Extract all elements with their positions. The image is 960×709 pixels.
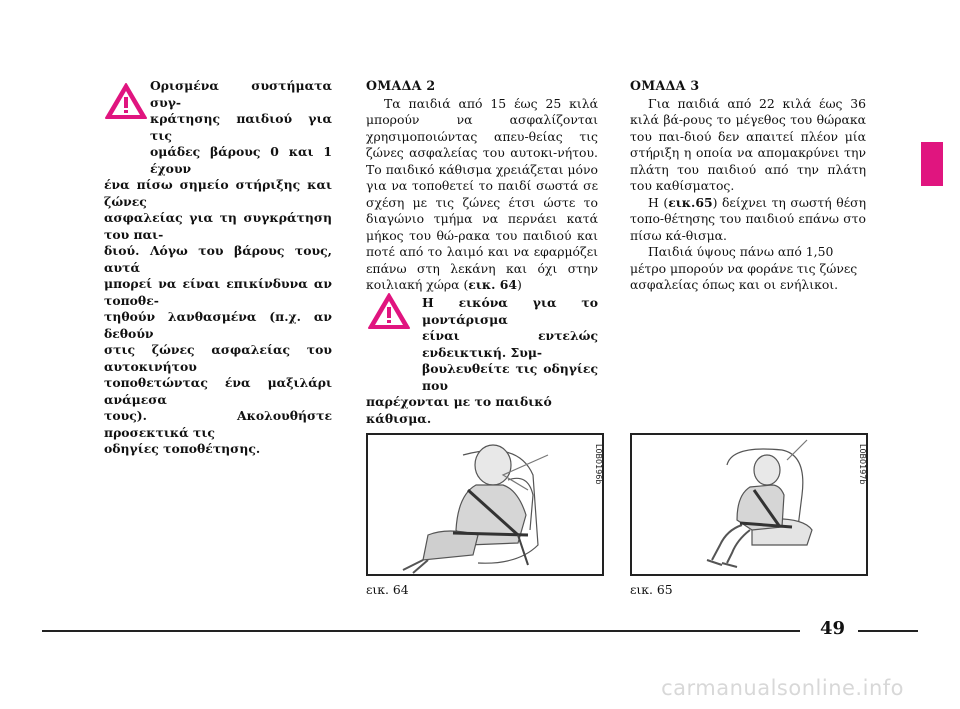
warning-line: ομάδες βάρους 0 και 1 έχουν bbox=[150, 144, 332, 176]
child-rear-seat-illustration bbox=[632, 435, 866, 574]
footer-rule-left bbox=[42, 630, 800, 632]
warning-line: οδηγίες τοποθέτησης. bbox=[104, 441, 261, 456]
figure-64 bbox=[366, 433, 604, 576]
warning-line: βουλευθείτε τις οδηγίες που bbox=[422, 361, 598, 393]
group3-para2-prefix: Η ( bbox=[648, 194, 669, 210]
warning-line: ένα πίσω σημείο στήριξης και ζώνες bbox=[104, 177, 332, 209]
warning-line: στις ζώνες ασφαλείας του αυτοκινήτου bbox=[104, 342, 332, 374]
group3-para2-suffix: ) δείχνει τη σωστή θέση τοπο-θέτησης του παιδιού επάνω στο πίσω κά-θισμα. bbox=[630, 194, 866, 243]
warning-line: Ορισμένα συστήματα συγ- bbox=[150, 78, 332, 110]
page-number: 49 bbox=[820, 618, 846, 639]
warning-line: τηθούν λανθασμένα (π.χ. αν δεθούν bbox=[104, 309, 332, 341]
figure-ref-65: εικ.65 bbox=[668, 194, 713, 210]
figure-ref-64: εικ. 64 bbox=[468, 277, 517, 292]
child-seat-booster-illustration bbox=[368, 435, 602, 574]
figure-caption: εικ. 65 bbox=[630, 582, 673, 597]
figure-code: L0B0196b bbox=[594, 444, 603, 485]
figure-caption: εικ. 64 bbox=[366, 582, 409, 597]
warning-line: τους). Ακολουθήστε προσεκτικά τις bbox=[104, 408, 332, 440]
warning-line: μπορεί να είναι επικίνδυνα αν τοποθε- bbox=[104, 276, 332, 308]
group2-text-end: ) bbox=[516, 277, 522, 292]
figure-65 bbox=[630, 433, 868, 576]
footer-rule-right bbox=[858, 630, 918, 632]
group3-para3: Παιδιά ύψους πάνω από 1,50 μέτρο μπορούν να φοράνε τις ζώνες ασφαλείας όπως και οι ενήλικοι. bbox=[630, 244, 858, 292]
section-tab-marker bbox=[921, 142, 943, 186]
group2-body bbox=[366, 96, 598, 294]
group2-text: Τα παιδιά από 15 έως 25 κιλά μπορούν να ασφαλίζονται χρησιμοποιώντας απευ-θείας τις ζώνες ασφαλείας του αυτοκι-νήτου. Το παιδικό κάθισμα χρειάζεται μόνο για να τοποθετεί το παιδί σωστά σε σχέση με τις ζώνες έτσι ώστε το διαγώνιο τμήμα να περνάει κατά μήκος του θώ-ρακα του παιδιού και ποτέ από το λαιμό και να εφαρμόζει επάνω στη λεκάνη και όχι στην κοιλιακή χώρα ( bbox=[366, 95, 598, 292]
group2-heading: ΟΜΑΔΑ 2 bbox=[366, 78, 436, 93]
left-warning-text bbox=[104, 78, 332, 458]
middle-warning-text bbox=[366, 295, 598, 427]
warning-line: Η εικόνα για το μοντάρισμα bbox=[422, 295, 598, 327]
group3-heading: ΟΜΑΔΑ 3 bbox=[630, 78, 700, 93]
warning-line: ασφαλείας για τη συγκράτηση του παι- bbox=[104, 210, 332, 242]
warning-line: είναι εντελώς ενδεικτική. Συμ- bbox=[422, 328, 598, 360]
warning-line: τοποθετώντας ένα μαξιλάρι ανάμεσα bbox=[104, 375, 332, 407]
watermark-text: carmanualsonline.info bbox=[661, 676, 904, 700]
group3-para1: Για παιδιά από 22 κιλά έως 36 κιλά βά-ρους το μέγεθος του θώρακα του παι-διού δεν απαιτεί πλέον μία στήριξη η οποία να απομακρύνει την πλάτη του παιδιού από την πλάτη του καθίσματος. bbox=[630, 95, 866, 193]
warning-line: κράτησης παιδιού για τις bbox=[150, 111, 332, 143]
watermark bbox=[0, 676, 960, 700]
warning-line: διού. Λόγω του βάρους τους, αυτά bbox=[104, 243, 332, 275]
figure-code: L0B0197b bbox=[858, 444, 867, 485]
group2-section bbox=[366, 78, 598, 294]
warning-line: παρέχονται με το παιδικό κάθισμα. bbox=[366, 394, 552, 426]
group3-section bbox=[630, 78, 866, 294]
group3-para2 bbox=[630, 195, 866, 245]
